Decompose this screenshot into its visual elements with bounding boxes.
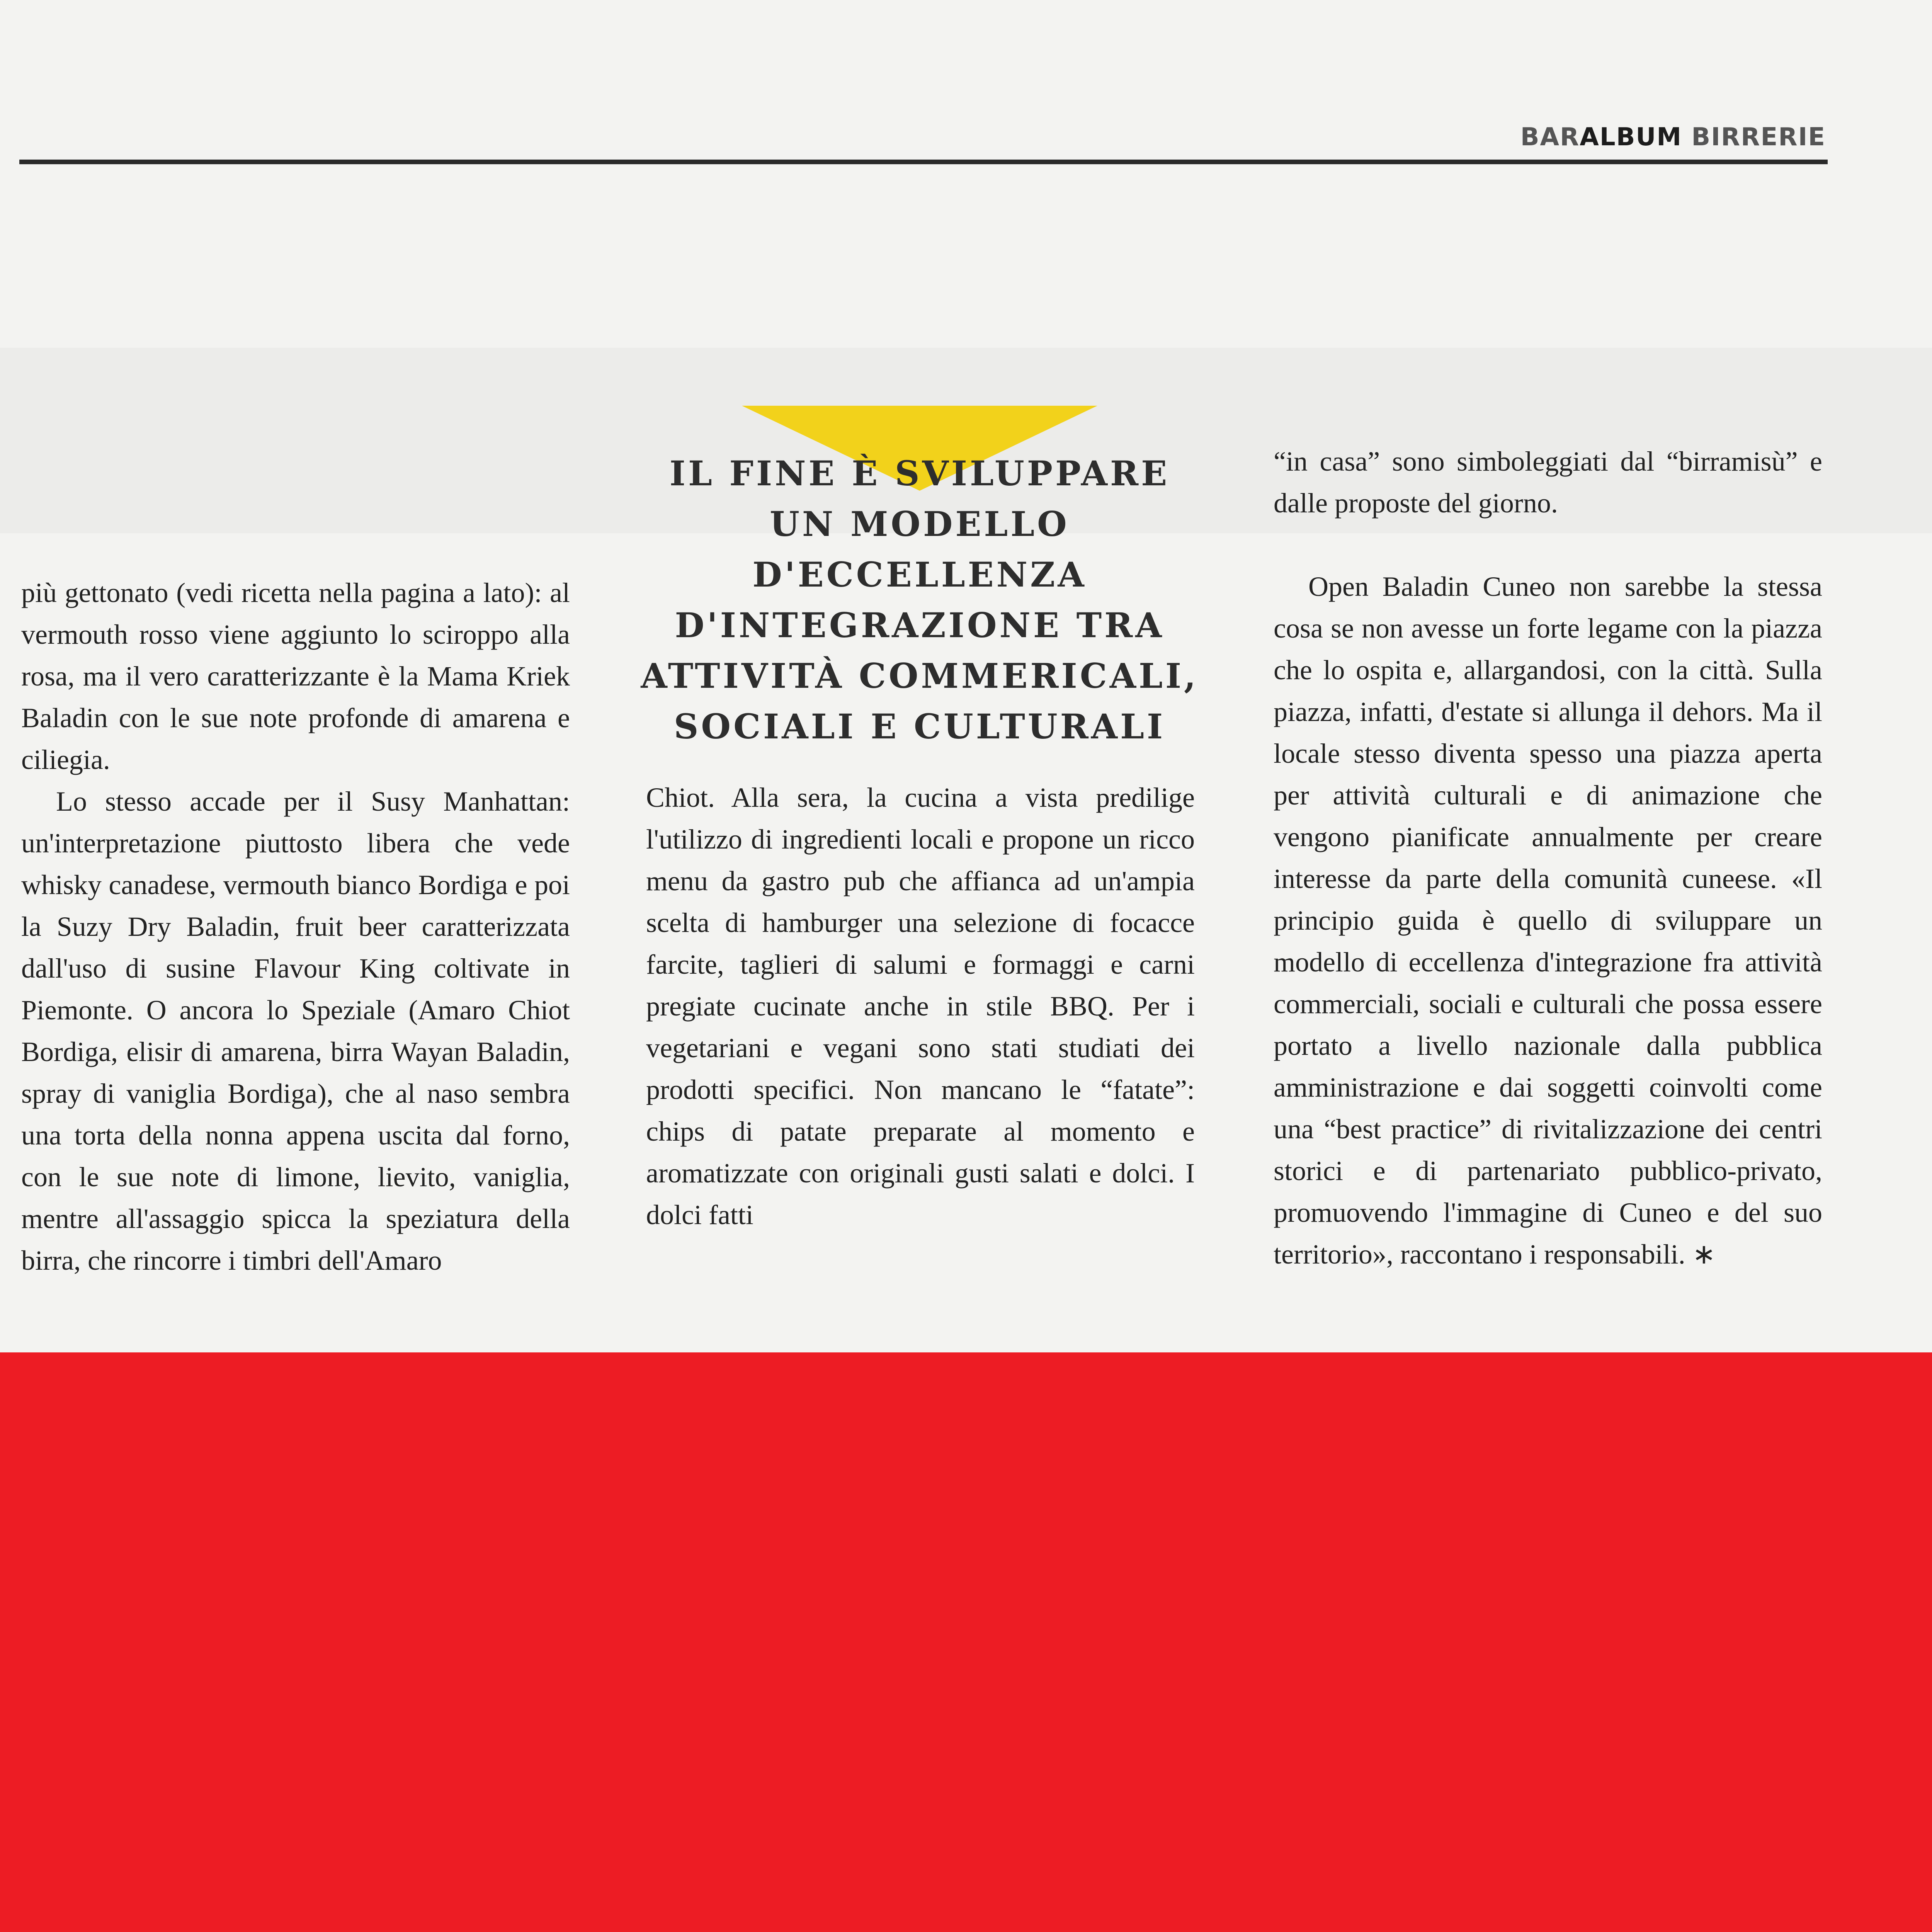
paragraph: più gettonato (vedi ricetta nella pagina a lato): al vermouth rosso viene aggiunto lo sciroppo alla rosa, ma il vero caratterizzante è la Mama Kriek Baladin con le sue note profonde di amarena e ciliegia. xyxy=(21,577,570,775)
section-tag xyxy=(1520,123,1826,151)
pull-quote-line: ATTIVITÀ COMMERICALI, xyxy=(641,656,1199,696)
column-left xyxy=(21,572,570,1281)
paragraph: Open Baladin Cuneo non sarebbe la stessa cosa se non avesse un forte legame con la piazza che lo ospita e, allargandosi, con la città. Sulla piazza, infatti, d'estate si allunga il dehors. Ma il locale stesso diventa spesso una piazza aperta per attività culturali e di animazione che vengono pianificate annualmente per creare interesse da parte della comunità cuneese. «Il principio guida è quello di sviluppare un modello di eccellenza d'integrazione fra attività commerciali, sociali e culturali che possa essere portato a livello nazionale dalla pubblica amministrazione e dai soggetti coinvolti come una “best practice” di rivitalizzazione dei centri storici e di partenariato pubblico-privato, promuovendo l'immagine di Cuneo e del suo territorio», raccontano i responsabili. ∗ xyxy=(1274,571,1822,1270)
pull-quote-line: D'INTEGRAZIONE TRA xyxy=(675,605,1165,645)
paragraph: Chiot. Alla sera, la cucina a vista predilige l'utilizzo di ingredienti locali e propone un ricco menu da gastro pub che affianca ad un'ampia scelta di hamburger una selezione di focacce farcite, taglieri di salumi e formaggi e carni pregiate cucinate anche in stile BBQ. Per i vegetariani e vegani sono stati studiati dei prodotti specifici. Non mancano le “fatate”: chips di patate preparate al momento e aromatizzate con originali gusti salati e dolci. I dolci fatti xyxy=(646,782,1195,1230)
paragraph-gap xyxy=(1274,524,1822,566)
header-rule xyxy=(19,160,1828,164)
pull-quote-text xyxy=(634,448,1206,752)
section-tag-album: ALBUM xyxy=(1580,123,1682,151)
pull-quote xyxy=(634,406,1206,747)
red-block xyxy=(0,1352,1932,1932)
section-tag-bar: BAR xyxy=(1520,123,1580,151)
pull-quote-line: UN MODELLO D'ECCELLENZA xyxy=(752,504,1087,595)
paragraph: “in casa” sono simboleggiati dal “birramisù” e dalle proposte del giorno. xyxy=(1274,446,1822,519)
column-right xyxy=(1274,440,1822,1275)
section-tag-birrerie: BIRRERIE xyxy=(1682,123,1826,151)
column-middle xyxy=(646,777,1195,1236)
pull-quote-line: IL FINE È SVILUPPARE xyxy=(669,453,1170,493)
paragraph: Lo stesso accade per il Susy Manhattan: un'interpretazione piuttosto libera che vede whisky canadese, vermouth bianco Bordiga e poi la Suzy Dry Baladin, fruit beer caratterizzata dall'uso di susine Flavour King coltivate in Piemonte. O ancora lo Speziale (Amaro Chiot Bordiga, elisir di amarena, birra Wayan Baladin, spray di vaniglia Bordiga), che al naso sembra una torta della nonna appena uscita dal forno, con le sue note di limone, lievito, vaniglia, mentre all'assaggio spicca la speziatura della birra, che rincorre i timbri dell'Amaro xyxy=(21,786,570,1276)
pull-quote-line: SOCIALI E CULTURALI xyxy=(673,706,1166,747)
